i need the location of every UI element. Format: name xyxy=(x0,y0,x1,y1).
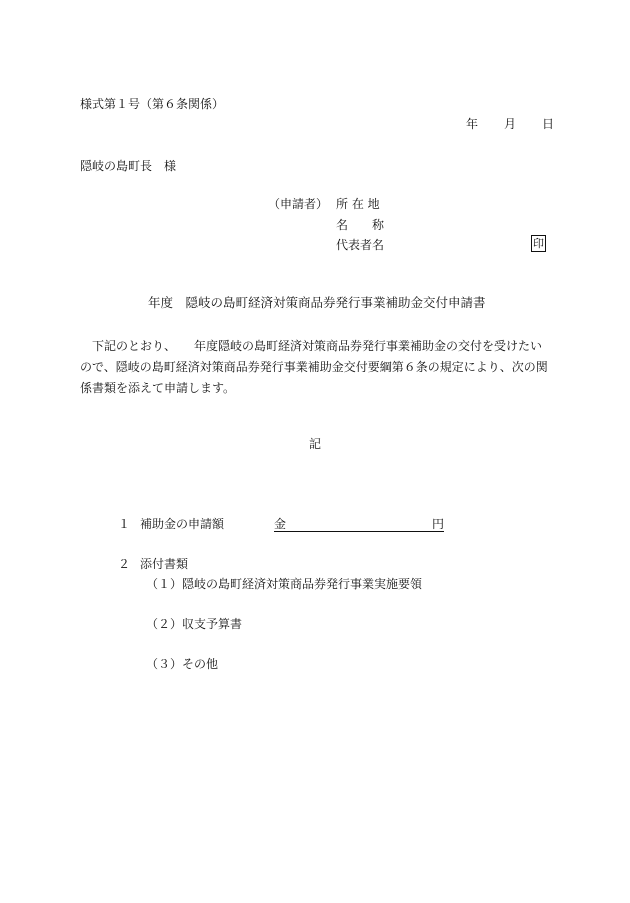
date-day: 日 xyxy=(542,117,555,131)
addressee: 隠岐の島町長 様 xyxy=(80,159,177,173)
form-number: 様式第１号（第６条関係） xyxy=(80,97,225,111)
document-title: 年度 隠岐の島町経済対策商品券発行事業補助金交付申請書 xyxy=(148,295,486,310)
grant-amount-field[interactable] xyxy=(274,516,444,532)
attachment-item: （１）隠岐の島町経済対策商品券発行事業実施要領 xyxy=(146,577,423,591)
seal-mark: 印 xyxy=(533,237,544,250)
body-line-3: 係書類を添えて申請します。 xyxy=(80,381,236,395)
name-label: 名 称 xyxy=(336,218,385,232)
date-year: 年 xyxy=(466,117,479,131)
representative-label: 代表者名 xyxy=(336,238,385,252)
body-line-1: 下記のとおり、 年度隠岐の島町経済対策商品券発行事業補助金の交付を受けたい xyxy=(92,339,543,353)
attachment-item: （２）収支予算書 xyxy=(146,617,243,631)
item2-label: 添付書類 xyxy=(140,557,189,571)
amount-unit: 円 xyxy=(431,517,444,531)
applicant-role: （申請者） xyxy=(268,197,329,211)
body-paragraph xyxy=(80,336,552,399)
item1-number: １ xyxy=(118,517,131,531)
item1-label: 補助金の申請額 xyxy=(140,517,225,531)
address-label: 所 在 地 xyxy=(336,197,380,211)
body-line-2: ので、隠岐の島町経済対策商品券発行事業補助金交付要綱第６条の規定により、次の関 xyxy=(80,360,548,374)
date-line xyxy=(466,118,554,130)
item2-number: ２ xyxy=(118,557,131,571)
amount-prefix: 金 xyxy=(274,517,287,531)
date-month: 月 xyxy=(504,117,517,131)
ki-heading: 記 xyxy=(309,437,322,451)
attachment-item: （３）その他 xyxy=(146,657,219,671)
